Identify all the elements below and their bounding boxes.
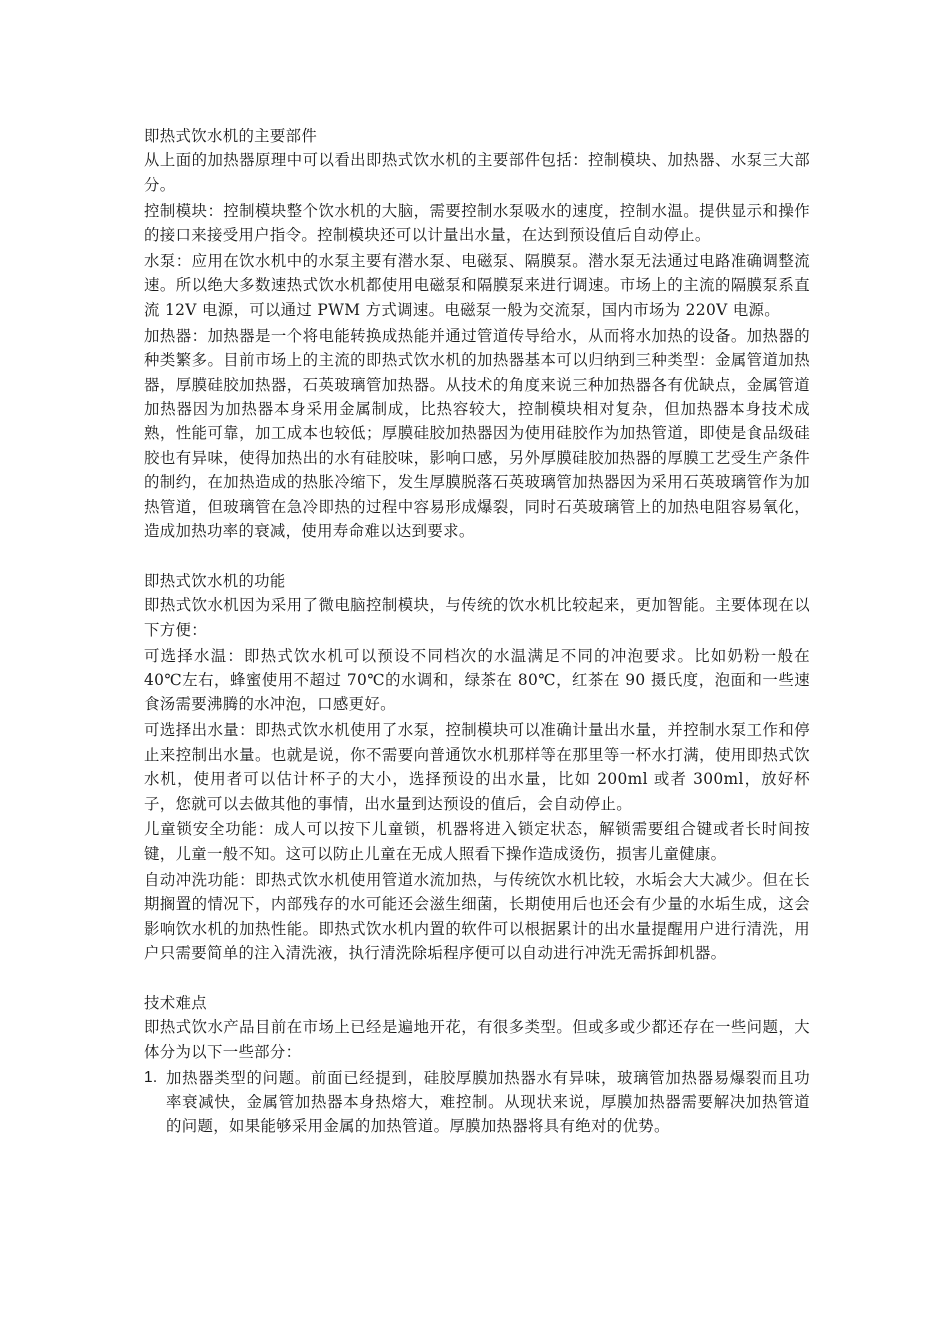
- paragraph: 可选择出水量：即热式饮水机使用了水泵，控制模块可以准确计量出水量，并控制水泵工作和停止来控制出水量。也就是说，你不需要向普通饮水机那样等在那里等一杯水打满，使用即热式饮水机，使用者可以估计杯子的大小，选择预设的出水量，比如 200ml 或者 300ml，放好杯子，您就可以去做其他的事情，出水量到达预设的值后，会自动停止。: [144, 721, 810, 813]
- paragraph: 控制模块：控制模块整个饮水机的大脑，需要控制水泵吸水的速度，控制水温。提供显示和操作的接口来接受用户指令。控制模块还可以计量出水量，在达到预设值后自动停止。: [144, 201, 810, 245]
- list-item-text: 加热器类型的问题。前面已经提到，硅胶厚膜加热器水有异味，玻璃管加热器易爆裂而且功率衰减快，金属管加热器本身热熔大，难控制。从现状来说，厚膜加热器需要解决加热管道的问题，如果能够采用金属的加热管道。厚膜加热器将具有绝对的优势。: [166, 1068, 810, 1136]
- section-main-components: [144, 124, 810, 543]
- section-functions: [144, 569, 810, 966]
- list-item: [144, 1066, 810, 1139]
- paragraph: 儿童锁安全功能：成人可以按下儿童锁，机器将进入锁定状态，解锁需要组合键或者长时间按键，儿童一般不知。这可以防止儿童在无成人照看下操作造成烫伤，损害儿童健康。: [144, 820, 810, 863]
- section-heading: 技术难点: [144, 993, 207, 1012]
- paragraph: 自动冲洗功能：即热式饮水机使用管道水流加热，与传统饮水机比较，水垢会大大减少。但在长期搁置的情况下，内部残存的水可能还会滋生细菌，长期使用后也还会有少量的水垢生成，这会影响饮水机的加热性能。即热式饮水机内置的软件可以根据累计的出水量提醒用户进行清洗，用户只需要简单的注入清洗液，执行清洗除垢程序便可以自动进行冲洗无需拆卸机器。: [144, 870, 810, 962]
- section-technical-difficulties: [144, 991, 810, 1139]
- section-spacer: [144, 545, 810, 569]
- section-spacer: [144, 967, 810, 991]
- section-heading: 即热式饮水机的功能: [144, 571, 286, 590]
- paragraph: 可选择水温：即热式饮水机可以预设不同档次的水温满足不同的冲泡要求。比如奶粉一般在 40℃左右，蜂蜜使用不超过 70℃的水调和，绿茶在 80℃，红茶在 90 摄氏度，泡面和一些速食汤需要沸腾的水冲泡，口感更好。: [144, 646, 810, 714]
- section-heading: 即热式饮水机的主要部件: [144, 127, 318, 145]
- paragraph: 从上面的加热器原理中可以看出即热式饮水机的主要部件包括：控制模块、加热器、水泵三大部分。: [144, 151, 810, 194]
- paragraph: 水泵：应用在饮水机中的水泵主要有潜水泵、电磁泵、隔膜泵。潜水泵无法通过电路准确调整流速。所以绝大多数速热式饮水机都使用电磁泵和隔膜泵来进行调速。市场上的主流的隔膜泵系直流 12V 电源，可以通过 PWM 方式调速。电磁泵一般为交流泵，国内市场为 220V 电源。: [144, 252, 810, 319]
- list-item-number: 1.: [144, 1068, 158, 1086]
- paragraph: 加热器：加热器是一个将电能转换成热能并通过管道传导给水，从而将水加热的设备。加热器的种类繁多。目前市场上的主流的即热式饮水机的加热器基本可以归纳到三种类型：金属管道加热器，厚膜硅胶加热器，石英玻璃管加热器。从技术的角度来说三种加热器各有优缺点，金属管道加热器因为加热器本身采用金属制成，比热容较大，控制模块相对复杂，但加热器本身技术成熟，性能可靠，加工成本也较低；厚膜硅胶加热器因为使用硅胶作为加热管道，即使是食品级硅胶也有异味，使得加热出的水有硅胶味，影响口感，另外厚膜硅胶加热器的厚膜工艺受生产条件的制约，在加热造成的热胀冷缩下，发生厚膜脱落石英玻璃管加热器因为采用石英玻璃管作为加热管道，但玻璃管在急冷即热的过程中容易形成爆裂，同时石英玻璃管上的加热电阻容易氧化，造成加热功率的衰减，使用寿命难以达到要求。: [144, 326, 810, 540]
- paragraph: 即热式饮水机因为采用了微电脑控制模块，与传统的饮水机比较起来，更加智能。主要体现在以下方便：: [144, 596, 810, 639]
- document-page: [144, 124, 810, 1139]
- paragraph: 即热式饮水产品目前在市场上已经是遍地开花，有很多类型。但或多或少都还存在一些问题，大体分为以下一些部分：: [144, 1018, 810, 1061]
